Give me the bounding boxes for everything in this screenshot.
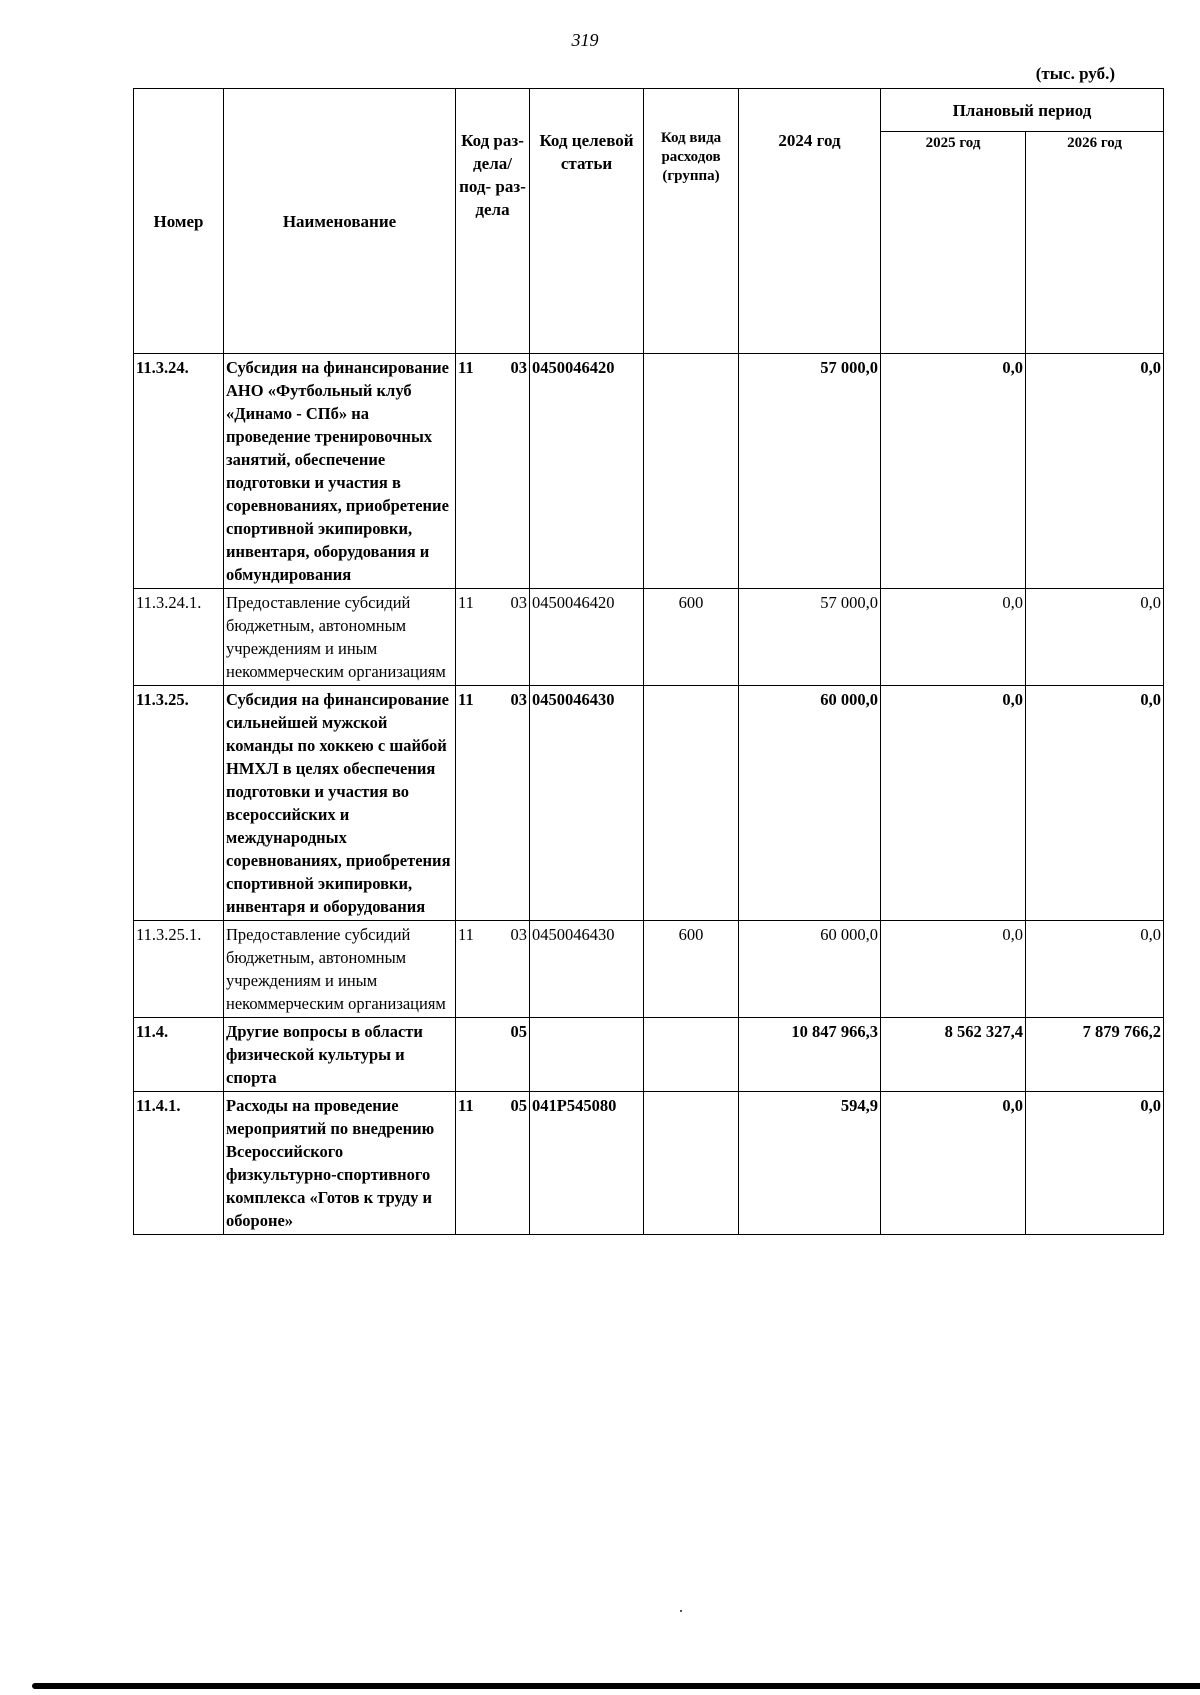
table-row (134, 1018, 1164, 1092)
razdel-code: 11 (458, 690, 474, 709)
header-nomer: Номер (134, 89, 224, 354)
table-row (134, 1092, 1164, 1235)
cell-nomer: 11.4.1. (134, 1092, 224, 1235)
razdel-code: 11 (458, 593, 474, 612)
cell-name: Субсидия на финансирование сильнейшей мужской команды по хоккею с шайбой НМХЛ в целях обеспечения подготовки и участия во всероссийских и международных соревнованиях, приобретения спортивной экипировки, инвентаря и оборудования (224, 686, 456, 921)
cell-target-code (530, 1018, 644, 1092)
cell-nomer: 11.3.24.1. (134, 589, 224, 686)
cell-name: Предоставление субсидий бюджетным, автономным учреждениям и иным некоммерческим организациям (224, 589, 456, 686)
cell-nomer: 11.3.25. (134, 686, 224, 921)
cell-2025: 0,0 (881, 589, 1026, 686)
cell-2025: 0,0 (881, 921, 1026, 1018)
cell-2025: 0,0 (881, 1092, 1026, 1235)
cell-section-code (456, 354, 530, 589)
cell-name: Предоставление субсидий бюджетным, автономным учреждениям и иным некоммерческим организациям (224, 921, 456, 1018)
cell-target-code: 0450046420 (530, 589, 644, 686)
cell-section-code (456, 1018, 530, 1092)
cell-section-code (456, 921, 530, 1018)
header-expense-type: Код вида расходов (группа) (644, 89, 739, 354)
page-number: 319 (571, 30, 599, 50)
cell-2024: 60 000,0 (739, 921, 881, 1018)
podrazdel-code: 03 (510, 593, 527, 612)
cell-name: Другие вопросы в области физической культуры и спорта (224, 1018, 456, 1092)
cell-2026: 0,0 (1026, 686, 1164, 921)
podrazdel-code: 05 (510, 1022, 527, 1041)
header-name: Наименование (224, 89, 456, 354)
cell-2024: 10 847 966,3 (739, 1018, 881, 1092)
cell-expense-type: 600 (644, 921, 739, 1018)
table-row (134, 589, 1164, 686)
header-2025: 2025 год (881, 132, 1026, 354)
cell-2026: 0,0 (1026, 354, 1164, 589)
cell-2026: 7 879 766,2 (1026, 1018, 1164, 1092)
cell-expense-type (644, 1092, 739, 1235)
header-2026: 2026 год (1026, 132, 1164, 354)
cell-2026: 0,0 (1026, 1092, 1164, 1235)
cell-expense-type (644, 686, 739, 921)
cell-2024: 594,9 (739, 1092, 881, 1235)
cell-2025: 0,0 (881, 354, 1026, 589)
cell-nomer: 11.4. (134, 1018, 224, 1092)
razdel-code: 11 (458, 358, 474, 377)
cell-name: Расходы на проведение мероприятий по внедрению Всероссийского физкультурно-спортивного комплекса «Готов к труду и обороне» (224, 1092, 456, 1235)
cell-name: Субсидия на финансирование АНО «Футбольный клуб «Динамо - СПб» на проведение тренировочных занятий, обеспечение подготовки и участия в соревнованиях, приобретение спортивной экипировки, инвентаря, оборудования и обмундирования (224, 354, 456, 589)
podrazdel-code: 03 (510, 358, 527, 377)
scan-speck (680, 1610, 682, 1612)
bottom-rule (32, 1683, 1200, 1689)
podrazdel-code: 03 (510, 690, 527, 709)
razdel-code: 11 (458, 925, 474, 944)
podrazdel-code: 03 (510, 925, 527, 944)
cell-target-code: 041P545080 (530, 1092, 644, 1235)
header-planned-period: Плановый период (881, 89, 1164, 132)
header-target-code: Код целевой статьи (530, 89, 644, 354)
cell-section-code (456, 686, 530, 921)
header-section-code: Код раз- дела/ под- раз- дела (456, 89, 530, 354)
razdel-code: 11 (458, 1096, 474, 1115)
budget-table (133, 88, 1164, 1235)
cell-expense-type (644, 1018, 739, 1092)
cell-target-code: 0450046430 (530, 921, 644, 1018)
cell-2025: 0,0 (881, 686, 1026, 921)
cell-nomer: 11.3.25.1. (134, 921, 224, 1018)
header-2024: 2024 год (739, 89, 881, 354)
units-label: (тыс. руб.) (1035, 64, 1115, 83)
table-row (134, 686, 1164, 921)
table-row (134, 921, 1164, 1018)
cell-2026: 0,0 (1026, 589, 1164, 686)
podrazdel-code: 05 (510, 1096, 527, 1115)
cell-expense-type: 600 (644, 589, 739, 686)
cell-section-code (456, 1092, 530, 1235)
cell-target-code: 0450046430 (530, 686, 644, 921)
table-row (134, 354, 1164, 589)
cell-section-code (456, 589, 530, 686)
cell-2024: 57 000,0 (739, 589, 881, 686)
cell-nomer: 11.3.24. (134, 354, 224, 589)
cell-2024: 57 000,0 (739, 354, 881, 589)
cell-2024: 60 000,0 (739, 686, 881, 921)
cell-expense-type (644, 354, 739, 589)
cell-2026: 0,0 (1026, 921, 1164, 1018)
cell-2025: 8 562 327,4 (881, 1018, 1026, 1092)
cell-target-code: 0450046420 (530, 354, 644, 589)
